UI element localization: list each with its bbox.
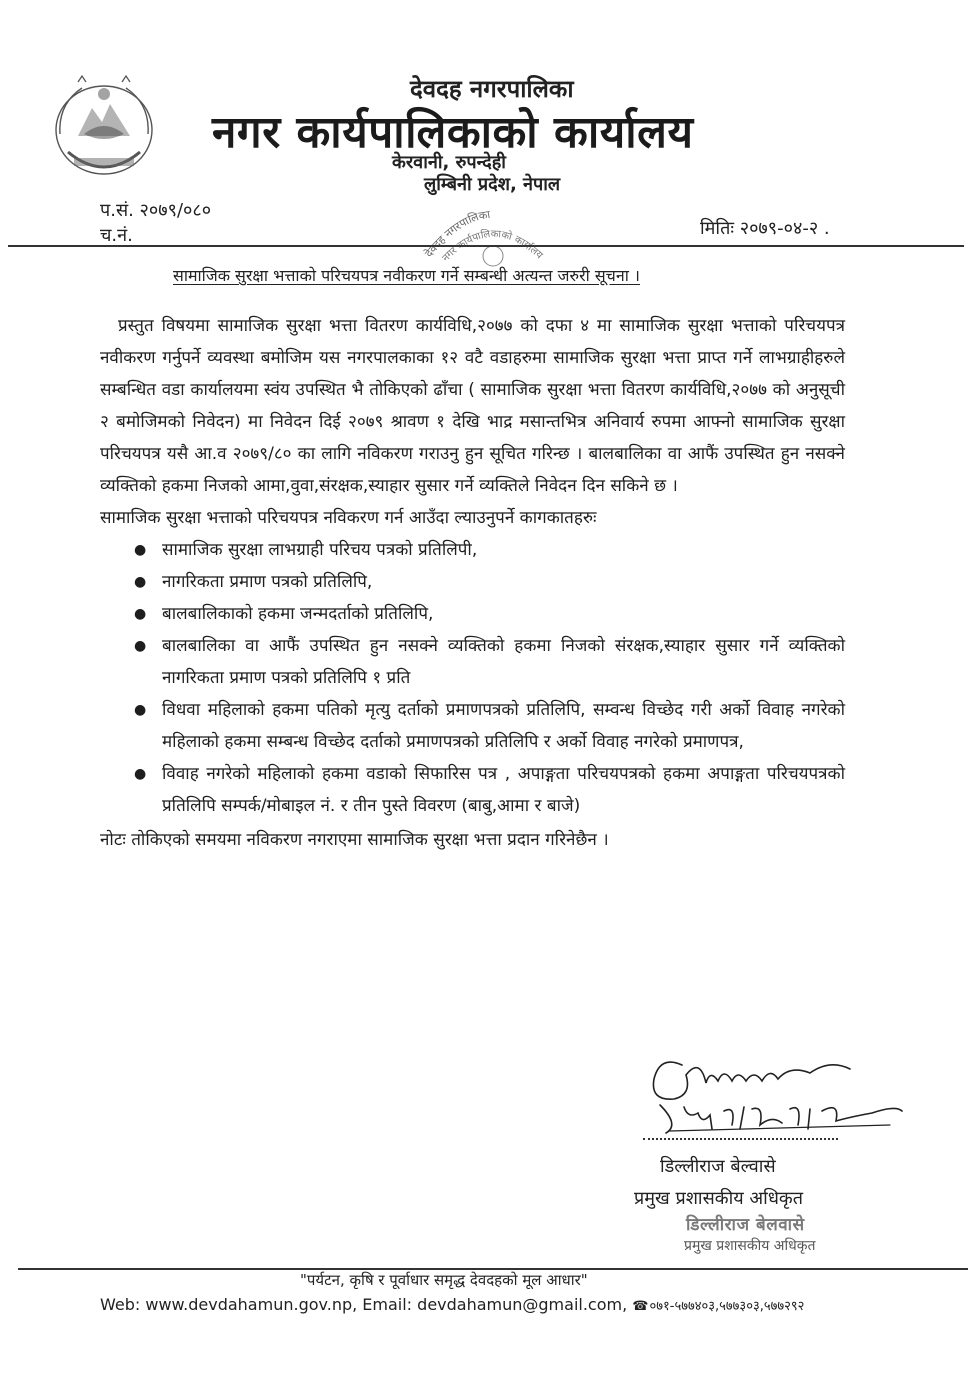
contact-phone: ०७१-५७७४०३,५७७३०३,५७७२९२ — [649, 1299, 805, 1314]
list-item: ● विधवा महिलाको हकमा पतिको मृत्यु दर्ताको प्रमाणपत्रको प्रतिलिपि, सम्वन्ध विच्छेद गरी अर्को विवाह नगरेको महिलाको हकमा सम्बन्ध विच्छेद दर्ताको प्रमाणपत्रको प्रतिलिपि र अर्को विवाह नगरेको प्रमाणपत्र, — [130, 694, 845, 758]
list-item: ● बालबालिका वा आफैं उपस्थित हुन नसक्ने व्यक्तिको हकमा निजको संरक्षक,स्याहार सुसार गर्ने व्यक्तिको नागरिकता प्रमाण पत्रको प्रतिलिपि १ प्रति — [130, 630, 845, 694]
note-text: नोटः तोकिएको समयमा नविकरण नगराएमा सामाजिक सुरक्षा भत्ता प्रदान गरिनेछैन । — [100, 830, 609, 850]
notice-body — [100, 310, 845, 856]
reference-number: प.सं. २०७९/०८० — [100, 200, 212, 221]
list-item: ● विवाह नगरेको महिलाको हकमा वडाको सिफारिस पत्र , अपाङ्गता परिचयपत्रको हकमा अपाङ्गता परिचयपत्रको प्रतिलिपि सम्पर्क/मोबाइल नं. र तीन पुस्ते विवरण (बाबु,आमा र बाजे) — [130, 758, 845, 822]
documents-list — [100, 534, 845, 822]
signatory-stamp-name: डिल्लीराज बेलवासे — [686, 1215, 805, 1235]
bullet-icon: ● — [134, 766, 147, 782]
svg-text:देवदह नगरपालिका: देवदह नगरपालिका — [422, 207, 492, 260]
bullet-icon: ● — [134, 574, 147, 590]
nepal-emblem-icon — [48, 74, 160, 182]
signatory-name: डिल्लीराज बेल्वासे — [660, 1156, 776, 1177]
bullet-icon: ● — [134, 702, 147, 718]
notice-subject: सामाजिक सुरक्षा भत्ताको परिचयपत्र नवीकरण गर्ने सम्बन्धी अत्यन्त जरुरी सूचना । — [173, 266, 640, 285]
bullet-icon: ● — [134, 606, 147, 622]
phone-icon: ☎ — [632, 1299, 649, 1314]
footer-contact — [100, 1295, 804, 1314]
svg-text:नगर कार्यपालिकाको कार्यालय: नगर कार्यपालिकाको कार्यालय — [440, 228, 545, 264]
municipality-name: देवदह नगरपालिका — [410, 75, 574, 103]
bullet-icon: ● — [134, 542, 147, 558]
issue-date: मितिः २०७९-०४-२ . — [700, 218, 830, 239]
reference-block — [100, 198, 211, 248]
notice-paragraph: प्रस्तुत विषयमा सामाजिक सुरक्षा भत्ता वितरण कार्यविधि,२०७७ को दफा ४ मा सामाजिक सुरक्षा भत्ताको परिचयपत्र नवीकरण गर्नुपर्ने व्यवस्था बमोजिम यस नगरपालकाका १२ वटै वडाहरुमा सामाजिक सुरक्षा भत्ता प्राप्त गर्ने लाभग्राहीहरुले सम्बन्धित वडा कार्यालयमा स्वंय उपस्थित भै तोकिएको ढाँचा ( सामाजिक सुरक्षा भत्ता वितरण कार्यविधि,२०७७ को अनुसूची २ बमोजिमको निवेदन) मा निवेदन दिई २०७९ श्रावण १ देखि भाद्र मसान्तभित्र अनिवार्य रुपमा आफ्नो सामाजिक सुरक्षा परिचयपत्र यसै आ.व २०७९/८० का लागि नविकरण गराउनु हुन सूचित गरिन्छ । बालबालिका वा आफैं उपस्थित हुन नसक्ने व्यक्तिको हकमा निजको आमा,वुवा,संरक्षक,स्याहार सुसार गर्ने व्यक्तिले निवेदन दिन सकिने छ । — [100, 316, 845, 496]
address-line-1: केरवानी, रुपन्देही — [392, 152, 506, 173]
footer-slogan: "पर्यटन, कृषि र पूर्वाधार समृद्ध देवदहको मूल आधार" — [300, 1271, 588, 1289]
handwritten-signature-icon — [640, 1045, 910, 1140]
contact-web-email: Web: www.devdahamun.gov.np, Email: devdahamun@gmail.com, — [100, 1295, 628, 1314]
address-line-2: लुम्बिनी प्रदेश, नेपाल — [424, 174, 561, 195]
list-item: ● बालबालिकाको हकमा जन्मदर्ताको प्रतिलिपि, — [130, 598, 845, 630]
list-item: ● सामाजिक सुरक्षा लाभग्राही परिचय पत्रको प्रतिलिपी, — [130, 534, 845, 566]
signature-line — [643, 1138, 838, 1140]
signatory-title: प्रमुख प्रशासकीय अधिकृत — [634, 1188, 803, 1209]
header-divider — [8, 245, 964, 247]
official-stamp-icon — [418, 188, 568, 272]
dispatch-number: च.नं. — [100, 225, 133, 246]
bullet-icon: ● — [134, 638, 147, 654]
office-title: नगर कार्यपालिकाको कार्यालय — [212, 107, 694, 158]
list-item: ● नागरिकता प्रमाण पत्रको प्रतिलिपि, — [130, 566, 845, 598]
signatory-stamp-title: प्रमुख प्रशासकीय अधिकृत — [684, 1238, 816, 1254]
documents-heading: सामाजिक सुरक्षा भत्ताको परिचयपत्र नविकरण गर्न आउँदा ल्याउनुपर्ने कागकातहरुः — [100, 508, 597, 528]
